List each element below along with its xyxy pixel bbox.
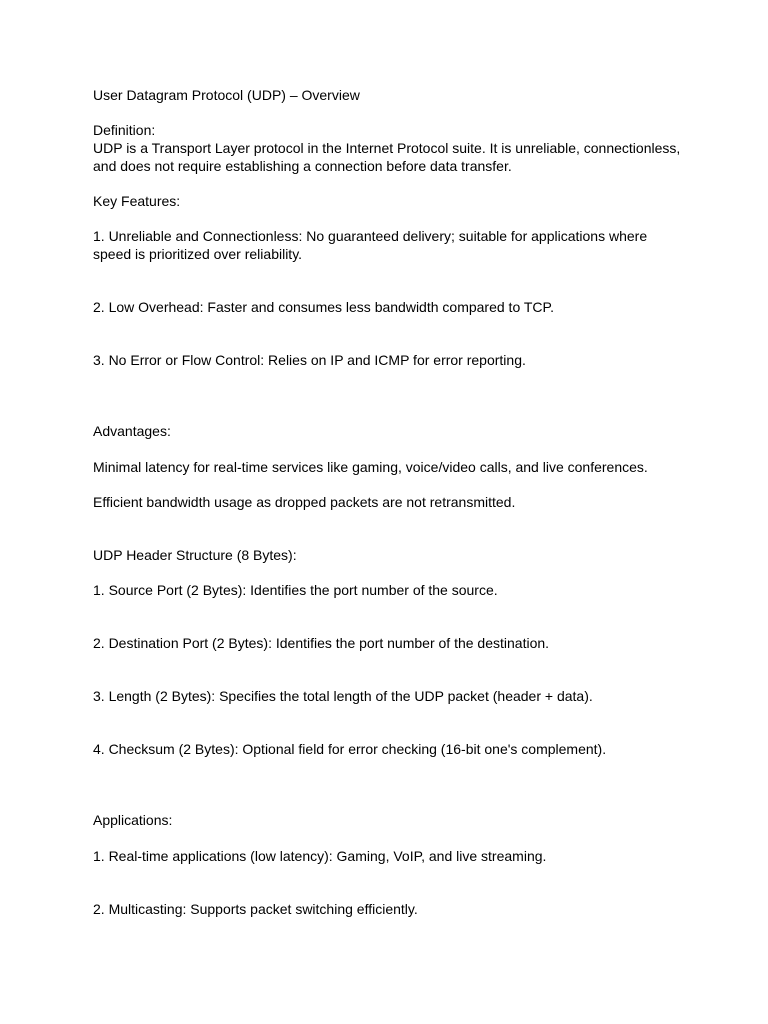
application-item: 1. Real-time applications (low latency): Gaming, VoIP, and live streaming. [93, 848, 547, 864]
advantage-item: Efficient bandwidth usage as dropped packets are not retransmitted. [93, 494, 516, 510]
key-feature-item: 1. Unreliable and Connectionless: No guaranteed delivery; suitable for applications where speed is prioritized over reliability. [93, 228, 651, 262]
header-structure-heading: UDP Header Structure (8 Bytes): [93, 547, 297, 563]
definition-text: UDP is a Transport Layer protocol in the Internet Protocol suite. It is unreliable, connectionless, and does not require establishing a connection before data transfer. [93, 140, 685, 174]
header-field-item: 2. Destination Port (2 Bytes): Identifies the port number of the destination. [93, 635, 550, 651]
key-feature-item: 3. No Error or Flow Control: Relies on IP and ICMP for error reporting. [93, 352, 526, 368]
document-title: User Datagram Protocol (UDP) – Overview [93, 87, 360, 103]
advantage-item: Minimal latency for real-time services like gaming, voice/video calls, and live conferences. [93, 459, 648, 475]
applications-heading: Applications: [93, 812, 173, 828]
advantages-heading: Advantages: [93, 423, 171, 439]
definition-heading: Definition: [93, 122, 156, 138]
header-field-item: 4. Checksum (2 Bytes): Optional field for error checking (16-bit one's complement). [93, 741, 607, 757]
header-field-item: 3. Length (2 Bytes): Specifies the total length of the UDP packet (header + data). [93, 688, 593, 704]
header-field-item: 1. Source Port (2 Bytes): Identifies the port number of the source. [93, 582, 498, 598]
key-features-heading: Key Features: [93, 193, 181, 209]
application-item: 2. Multicasting: Supports packet switching efficiently. [93, 901, 418, 917]
key-feature-item: 2. Low Overhead: Faster and consumes less bandwidth compared to TCP. [93, 299, 554, 315]
